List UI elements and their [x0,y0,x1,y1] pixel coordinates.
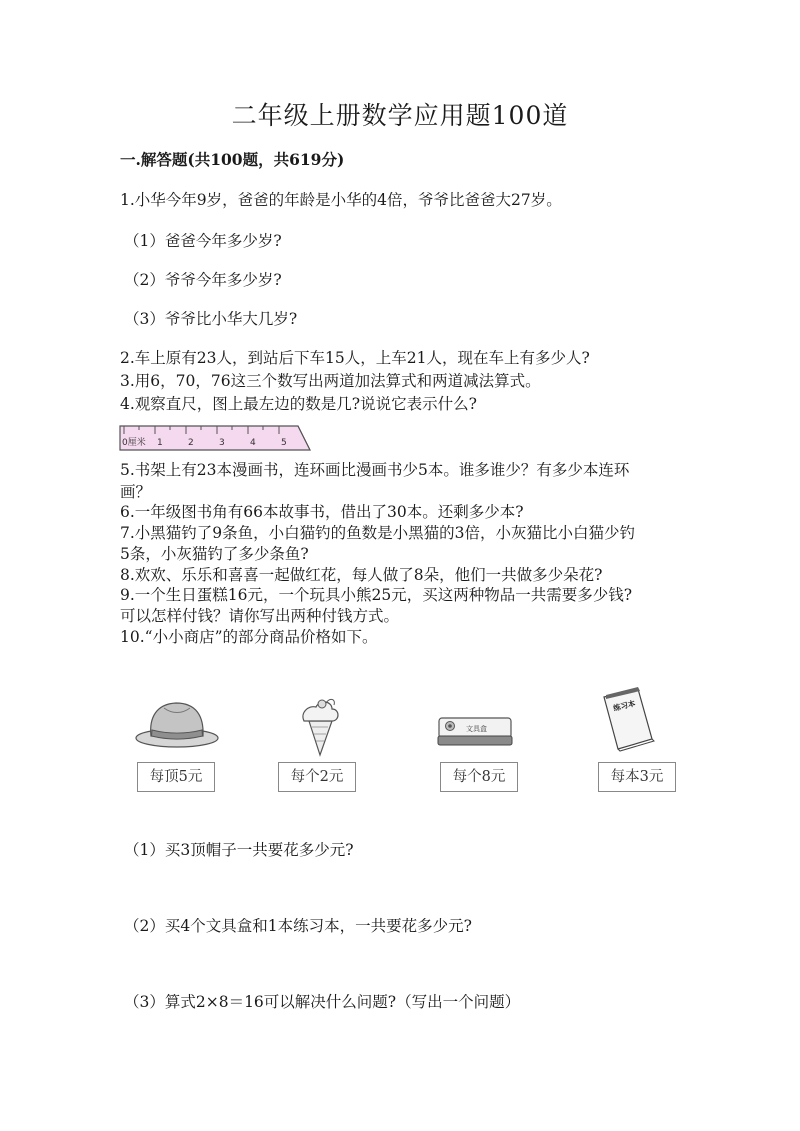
question-4: 4.观察直尺，图上最左边的数是几?说说它表示什么? [120,395,477,413]
pencil-box-price-tag: 每个8元 [440,762,518,792]
pencil-box-label: 文具盒 [466,725,487,733]
question-10-part-3: （3）算式2×8＝16可以解决什么问题?（写出一个问题） [124,993,521,1011]
section-heading: 一.解答题(共100题，共619分) [120,150,345,169]
question-10: 10.“小小商店”的部分商品价格如下。 [120,628,378,646]
question-1: 1.小华今年9岁，爸爸的年龄是小华的4倍，爷爷比爸爸大27岁。 [120,191,562,209]
ruler-tick-label: 3 [219,438,225,448]
hat-icon [134,698,220,750]
question-10-part-2: （2）买4个文具盒和1本练习本，一共要花多少元? [124,917,472,935]
question-7-line-1: 7.小黑猫钓了9条鱼，小白猫钓的鱼数是小黑猫的3倍，小灰猫比小白猫少钓 [120,524,636,542]
ruler-tick-label: 5 [281,438,287,448]
page-title: 二年级上册数学应用题100道 [231,101,569,130]
question-10-part-1: （1）买3顶帽子一共要花多少元? [124,841,354,859]
ruler-tick-label: 1 [157,438,163,448]
ice-cream-price-tag: 每个2元 [278,762,356,792]
ruler-unit-label: 0厘米 [122,438,146,448]
question-8: 8.欢欢、乐乐和喜喜一起做红花，每人做了8朵，他们一共做多少朵花? [120,566,603,584]
ruler-illustration [118,422,318,454]
question-5-line-2: 画？ [120,483,152,501]
question-5-line-1: 5.书架上有23本漫画书，连环画比漫画书少5本。谁多谁少？有多少本连环 [120,461,630,479]
question-1-part-1: （1）爸爸今年多少岁? [124,232,282,250]
notebook-icon [598,687,656,753]
ruler-tick-label: 4 [250,438,256,448]
question-9-line-1: 9.一个生日蛋糕16元，一个玩具小熊25元，买这两种物品一共需要多少钱? [120,586,633,604]
hat-price-tag: 每顶5元 [137,762,215,792]
question-7-line-2: 5条，小灰猫钓了多少条鱼? [120,545,309,563]
question-1-part-3: （3）爷爷比小华大几岁? [124,310,298,328]
question-3: 3.用6，70，76这三个数写出两道加法算式和两道减法算式。 [120,372,541,390]
notebook-price-tag: 每本3元 [598,762,676,792]
question-2: 2.车上原有23人，到站后下车15人，上车21人，现在车上有多少人? [120,349,590,367]
pencil-box-icon [436,714,514,750]
notebook-label: 练习本 [612,698,637,713]
ice-cream-icon [292,695,348,757]
question-9-line-2: 可以怎样付钱？请你写出两种付钱方式。 [120,607,400,625]
ruler-tick-label: 2 [188,438,194,448]
question-6: 6.一年级图书角有66本故事书，借出了30本。还剩多少本? [120,503,524,521]
question-1-part-2: （2）爷爷今年多少岁? [124,271,282,289]
